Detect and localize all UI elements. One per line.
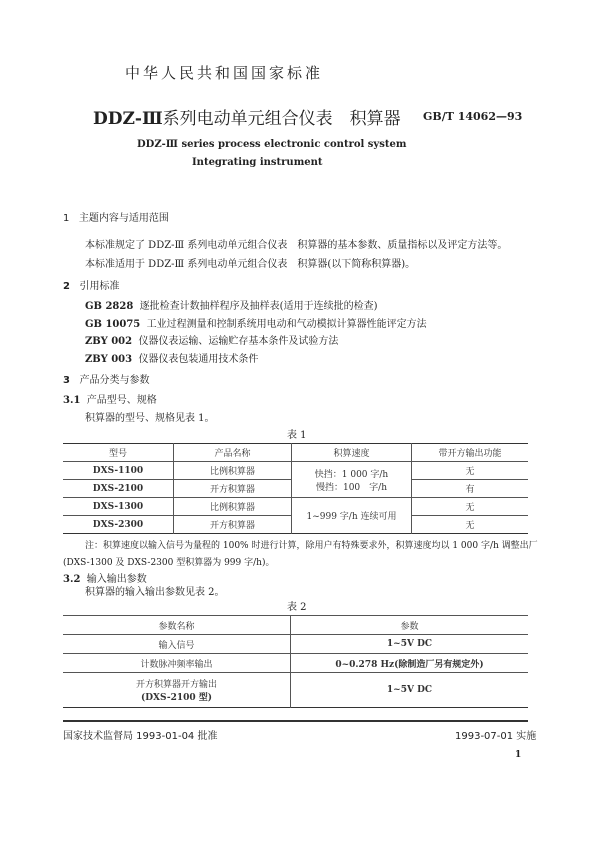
table-cell: 开方积算器 — [174, 480, 292, 498]
section-3-2-para: 积算器的输入输出参数见表 2。 — [85, 587, 225, 598]
section-2-heading: 2 引用标准 — [63, 281, 120, 292]
table-cell: 0~0.278 Hz(除制造厂另有规定外) — [291, 654, 529, 673]
table-cell: 参数名称 — [158, 621, 195, 632]
table-cell: 开方积算器 — [174, 516, 292, 534]
section-3-2-heading: 3.2 输入输出参数 — [63, 574, 147, 585]
table-cell: 无 — [412, 516, 529, 534]
table-cell: DXS-2300 — [92, 519, 144, 530]
speed-cell: 1~999 字/h 连续可用 — [292, 498, 412, 534]
table-cell: 积算速度 — [292, 444, 412, 462]
table-1-note-cont: (DXS-1300 及 DXS-2300 型积算器为 999 字/h)。 — [63, 558, 275, 568]
doc-title — [93, 104, 401, 129]
page-number: 1 — [515, 750, 522, 760]
table-cell: 参数 — [291, 616, 529, 635]
table-cell: 有 — [412, 480, 529, 498]
table-2-caption: 表 2 — [287, 602, 307, 613]
speed-cell: 快挡：1 000 字/h 慢挡：100 字/h — [292, 462, 412, 498]
section-3-1-para: 积算器的型号、规格见表 1。 — [85, 413, 215, 424]
table-cell: 比例积算器 — [174, 498, 292, 516]
table-row — [63, 498, 528, 516]
reference-item: ZBY 002 仪器仪表运输、运输贮存基本条件及试验方法 — [85, 336, 339, 347]
title-prefix: DDZ-Ⅲ — [93, 109, 163, 129]
reference-list — [85, 298, 427, 368]
footer-divider — [63, 720, 528, 722]
table-cell: 无 — [412, 498, 529, 516]
table-cell: 型号 — [108, 449, 127, 459]
english-title-1: DDZ-Ⅲ series process electronic control system — [137, 139, 407, 150]
implementation-date: 1993-07-01 实施 — [455, 731, 537, 742]
reference-item: GB 10075 工业过程测量和控制系统用电动和气动模拟计算器性能评定方法 — [85, 318, 427, 330]
table-row — [63, 462, 528, 480]
section-1-para-1: 本标准规定了 DDZ-Ⅲ 系列电动单元组合仪表 积算器的基本参数、质量指标以及评定方法等。 — [85, 240, 508, 251]
table-cell: 比例积算器 — [174, 462, 292, 480]
standard-code: GB/T 14062—93 — [423, 110, 523, 123]
table-row — [63, 673, 528, 708]
standard-header: 中华人民共和国国家标准 — [125, 64, 324, 82]
section-3-1-heading: 3.1 产品型号、规格 — [63, 395, 157, 406]
table-cell: 1~5V DC — [291, 635, 529, 654]
table-cell: DXS-1300 — [92, 501, 144, 512]
table-row — [63, 635, 528, 654]
table-2 — [63, 615, 528, 708]
table-header-row — [63, 616, 528, 635]
section-1-para-2: 本标准适用于 DDZ-Ⅲ 系列电动单元组合仪表 积算器(以下简称积算器)。 — [85, 259, 416, 270]
table-1-caption: 表 1 — [287, 430, 307, 441]
reference-item: GB 2828 逐批检查计数抽样程序及抽样表(适用于连续批的检查) — [85, 301, 378, 312]
table-cell: DXS-1100 — [92, 465, 144, 476]
approval-info: 国家技术监督局 1993-01-04 批准 — [63, 731, 218, 742]
table-cell: 计数脉冲频率输出 — [140, 659, 213, 670]
title-main: 系列电动单元组合仪表 积算器 — [162, 109, 401, 129]
section-1-heading: 1 主题内容与适用范围 — [63, 213, 169, 224]
table-row — [63, 654, 528, 673]
table-header-row — [63, 444, 528, 462]
english-title-2: Integrating instrument — [192, 157, 323, 168]
table-cell: 输入信号 — [158, 640, 195, 651]
table-cell: 开方积算器开方输出 (DXS-2100 型) — [135, 680, 217, 703]
table-1 — [63, 443, 528, 534]
table-cell: 1~5V DC — [291, 673, 529, 708]
table-cell: 产品名称 — [174, 444, 292, 462]
reference-item: ZBY 003 仪器仪表包装通用技术条件 — [85, 353, 259, 365]
table-cell: DXS-2100 — [92, 483, 144, 494]
table-1-note: 注：积算速度以输入信号为量程的 100% 时进行计算，除用户有特殊要求外，积算速度均以 1 000 字/h 调整出厂 — [85, 541, 538, 551]
table-cell: 无 — [412, 462, 529, 480]
table-cell: 带开方输出功能 — [412, 444, 529, 462]
section-3-heading: 3 产品分类与参数 — [63, 375, 150, 386]
